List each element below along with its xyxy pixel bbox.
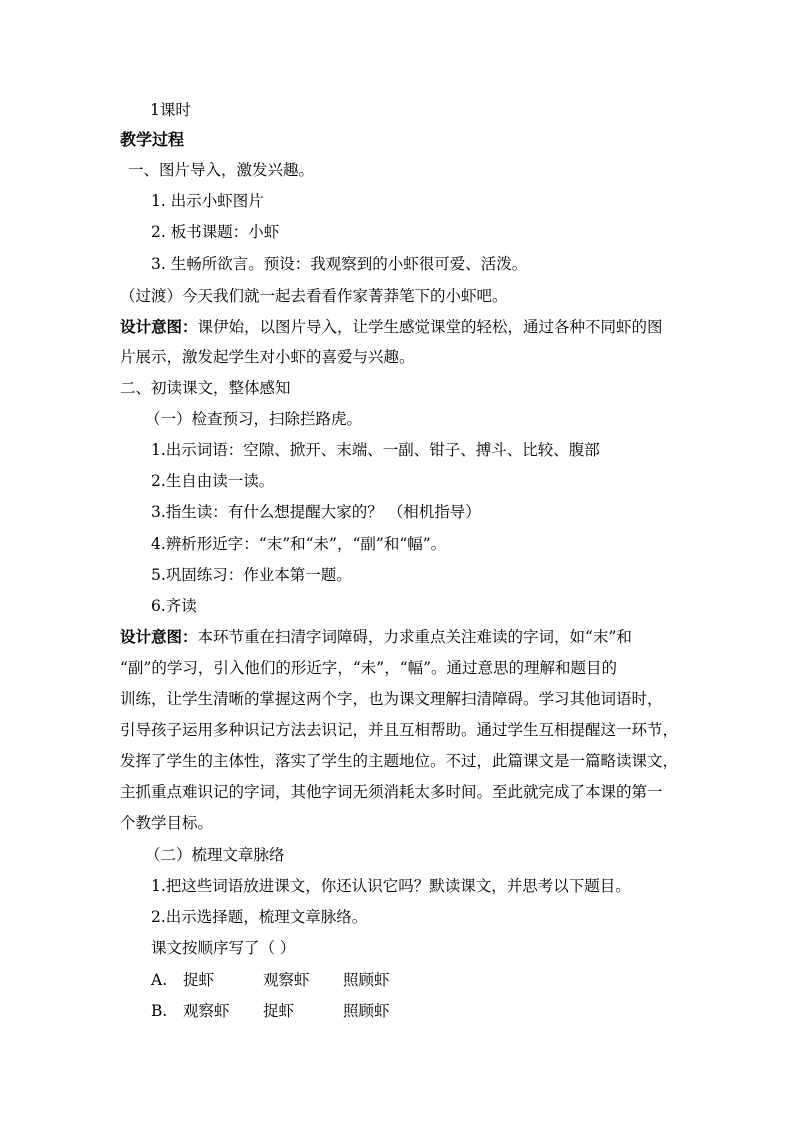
- question-text: 课文按顺序写了（ ）: [151, 939, 296, 957]
- lesson-hours: 1课时: [150, 101, 191, 119]
- part2-title: 二、初读课文，整体感知: [120, 379, 291, 397]
- part1-item-2: 2. 板书课题：小虾: [151, 223, 280, 241]
- part2-sub2-item-2: 2.出示选择题，梳理文章脉络。: [151, 908, 368, 926]
- option-b-word-1: 观察虾: [183, 1002, 230, 1020]
- option-a-word-2: 观察虾: [263, 971, 310, 989]
- option-b: [151, 1001, 390, 1021]
- part2-intent-text-6: 主抓重点难识记的字词，其他字词无须消耗太多时间。至此就完成了本课的第一: [120, 783, 663, 801]
- option-a: [151, 970, 390, 990]
- option-a-letter: A.: [151, 971, 168, 989]
- part2-sub1-item-4: 4.辨析形近字：“末”和“未”，“副”和“幅”。: [151, 535, 447, 553]
- process-title: 教学过程: [120, 130, 185, 149]
- option-b-word-3: 照顾虾: [343, 1002, 390, 1020]
- part2-sub2-item-1: 1.把这些词语放进课文，你还认识它吗？默读课文，并思考以下题目。: [151, 877, 631, 895]
- part1-intent-text-2: 片展示，激发起学生对小虾的喜爱与兴趣。: [120, 348, 415, 366]
- part2-sub2-title: （二）梳理文章脉络: [145, 846, 285, 864]
- part1-transition: （过渡）今天我们就一起去看看作家菁莽笔下的小虾吧。: [120, 287, 508, 305]
- part2-intent-text-5: 发挥了学生的主体性，落实了学生的主题地位。不过，此篇课文是一篇略读课文，: [120, 752, 679, 770]
- part1-item-1: 1. 出示小虾图片: [151, 192, 264, 210]
- part2-sub1-item-6: 6.齐读: [151, 597, 197, 615]
- part2-sub1-item-3: 3.指生读：有什么想提醒大家的？ （相机指导）: [151, 503, 481, 521]
- option-b-word-2: 捉虾: [263, 1002, 295, 1020]
- part2-sub1-item-2: 2.生自由读一读。: [151, 472, 275, 490]
- part2-intent-label: 设计意图：: [120, 628, 198, 646]
- option-a-word-1: 捉虾: [183, 971, 215, 989]
- part1-item-3: 3. 生畅所欲言。预设：我观察到的小虾很可爱、活泼。: [151, 255, 528, 273]
- part2-intent-text-2: “副”的学习，引入他们的形近字，“未”，“幅”。通过意思的理解和题目的: [120, 659, 618, 677]
- part1-intent-label: 设计意图：: [120, 318, 198, 336]
- part2-sub1-item-1: 1.出示词语：空隙、掀开、末端、一副、钳子、搏斗、比较、腹部: [151, 441, 600, 459]
- part2-sub1-item-5: 5.巩固练习：作业本第一题。: [151, 566, 352, 584]
- part2-intent-text-3: 训练，让学生清晰的掌握这两个字，也为课文理解扫清障碍。学习其他词语时，: [120, 690, 663, 708]
- part2-sub1-title: （一）检查预习，扫除拦路虎。: [145, 410, 363, 428]
- part2-intent-text-1: 本环节重在扫清字词障碍，力求重点关注难读的字词，如“末”和: [197, 628, 632, 646]
- part1-intent-text-1: 课伊始，以图片导入，让学生感觉课堂的轻松，通过各种不同虾的图: [197, 318, 663, 336]
- part2-intent-line-1: [120, 627, 632, 647]
- part1-intent-line-1: [120, 317, 663, 337]
- part2-intent-text-4: 引导孩子运用多种识记方法去识记，并且互相帮助。通过学生互相提醒这一环节，: [120, 721, 679, 739]
- option-a-word-3: 照顾虾: [343, 971, 390, 989]
- part1-title: 一、图片导入，激发兴趣。: [128, 161, 315, 179]
- part2-intent-text-7: 个教学目标。: [120, 814, 214, 832]
- option-b-letter: B.: [151, 1002, 168, 1020]
